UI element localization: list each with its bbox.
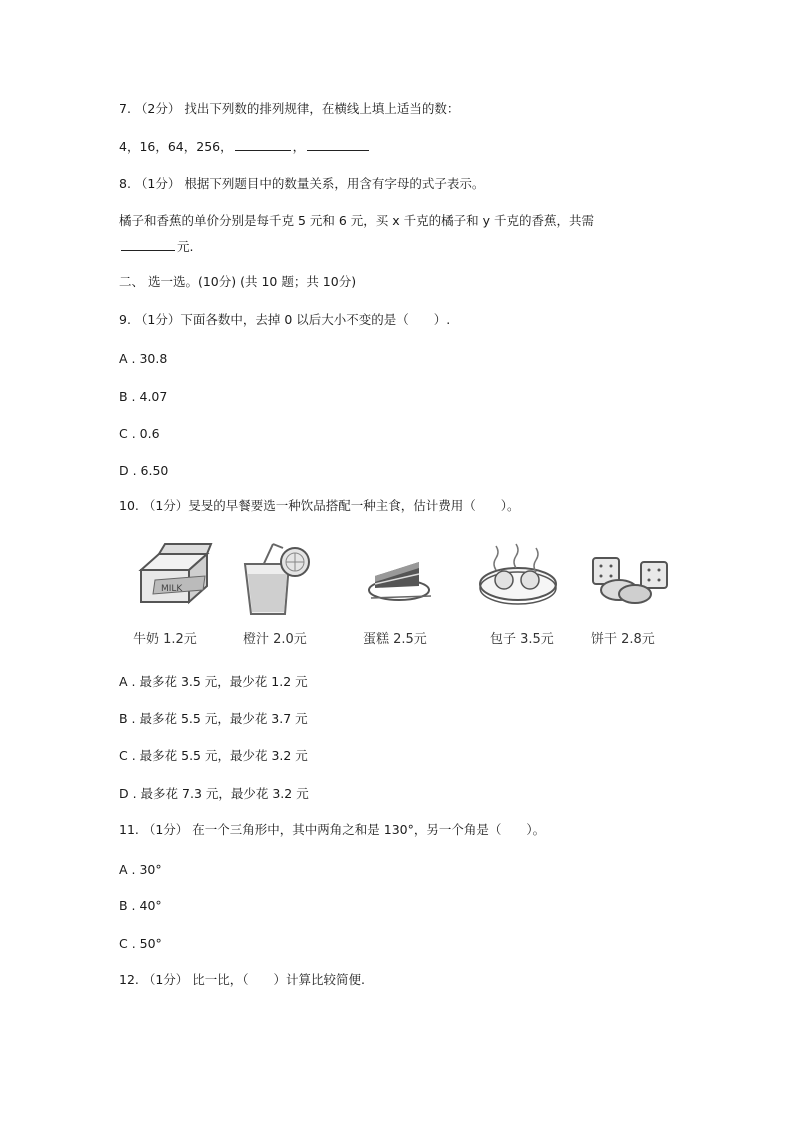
item-milk (119, 540, 219, 650)
q11-option-b[interactable]: B . 40° (119, 898, 162, 913)
q8-tail: 元. (177, 239, 194, 254)
steamed-bun-icon (474, 540, 574, 624)
q11-heading: 11. （1分） 在一个三角形中，其中两角之和是 130°，另一个角是（ ）。 (119, 822, 546, 837)
item-cake (357, 540, 457, 650)
q10-picture-row (119, 540, 679, 650)
q10-option-b[interactable]: B . 最多花 5.5 元，最少花 3.7 元 (119, 711, 308, 726)
q7-separator: ， (292, 139, 306, 154)
q8-blank[interactable] (121, 238, 175, 251)
q9-heading: 9. （1分）下面各数中，去掉 0 以后大小不变的是（ ）. (119, 312, 451, 327)
q7-blank-1[interactable] (235, 138, 291, 151)
q11-option-a[interactable]: A . 30° (119, 862, 162, 877)
q9-option-d[interactable]: D . 6.50 (119, 463, 169, 478)
caption-steamed-bun: 包子 3.5元 (490, 632, 554, 647)
biscuit-icon (583, 540, 683, 624)
q10-option-a[interactable]: A . 最多花 3.5 元，最少花 1.2 元 (119, 674, 308, 689)
orange-juice-icon (231, 540, 331, 624)
q7-sequence (119, 138, 371, 155)
q9-option-b[interactable]: B . 4.07 (119, 389, 168, 404)
item-steamed-bun (474, 540, 574, 650)
q11-option-c[interactable]: C . 50° (119, 936, 162, 951)
caption-milk: 牛奶 1.2元 (133, 632, 197, 647)
q9-option-c[interactable]: C . 0.6 (119, 426, 160, 441)
item-biscuit (583, 540, 683, 650)
q8-answer-line (119, 238, 193, 255)
q7-heading: 7. （2分） 找出下列数的排列规律，在横线上填上适当的数： (119, 101, 460, 116)
cake-icon (357, 540, 457, 624)
caption-cake: 蛋糕 2.5元 (363, 632, 427, 647)
q8-heading: 8. （1分） 根据下列题目中的数量关系，用含有字母的式子表示。 (119, 176, 485, 191)
q10-option-d[interactable]: D . 最多花 7.3 元，最少花 3.2 元 (119, 786, 309, 801)
milk-carton-icon (119, 540, 219, 624)
caption-biscuit: 饼干 2.8元 (591, 632, 655, 647)
caption-orange-juice: 橙汁 2.0元 (243, 632, 307, 647)
section-2-title: 二、 选一选。(10分) (共 10 题；共 10分) (119, 274, 357, 289)
q7-blank-2[interactable] (307, 138, 369, 151)
q9-option-a[interactable]: A . 30.8 (119, 351, 168, 366)
item-orange-juice (231, 540, 331, 650)
q10-option-c[interactable]: C . 最多花 5.5 元，最少花 3.2 元 (119, 748, 308, 763)
q12-heading: 12. （1分） 比一比，（ ）计算比较简便. (119, 972, 366, 987)
q7-sequence-text: 4，16，64，256， (119, 139, 233, 154)
q8-body: 橘子和香蕉的单价分别是每千克 5 元和 6 元，买 x 千克的橘子和 y 千克的香蕉，共需 (119, 213, 594, 228)
svg-text:MILK: MILK (161, 584, 183, 594)
q10-heading: 10. （1分）旻旻的早餐要选一种饮品搭配一种主食，估计费用（ ）。 (119, 498, 520, 513)
